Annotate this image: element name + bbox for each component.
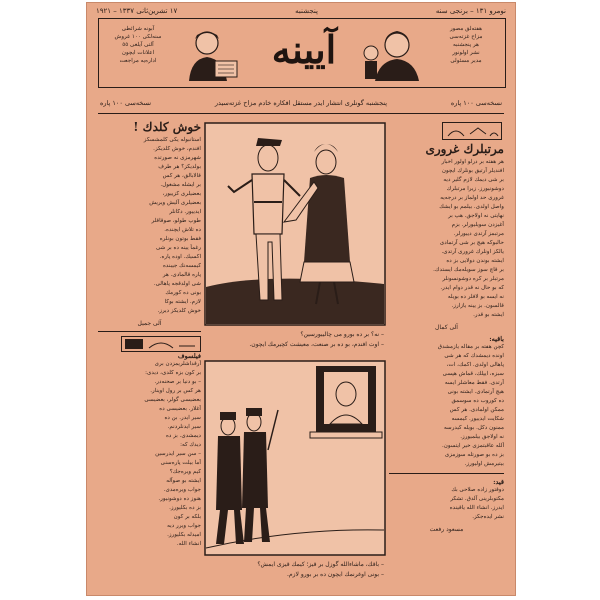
text-line: بعضیلری کزییور،	[162, 191, 201, 197]
newspaper-title: آیینه	[271, 26, 337, 72]
section-header-art	[442, 122, 502, 140]
text-line: آغلار. بعضیسی ده	[159, 406, 201, 412]
text-line: آرقداشلریمزدن بری	[154, 361, 201, 367]
text-line: دیدك که:	[180, 442, 201, 448]
slogan: پنجشنبه گونلری انتشار ایدر مستقل افکاره خادم مزاح غزته‌سیدر	[214, 98, 388, 107]
divider	[98, 331, 201, 332]
text-line: اکسیك. اوده پاره.	[159, 254, 201, 260]
text-line: – بو دنیا بر صحنه‌در.	[154, 379, 201, 385]
cartoon-top	[204, 122, 386, 326]
text-line: واصل اولدی. بیلمم بو ایشك	[439, 204, 504, 210]
text-line: فقط بوتون بونلره	[159, 236, 201, 242]
text-line: – سن سیر ایدرسین	[155, 451, 201, 457]
article-heading: مرتبلرك غروری	[425, 142, 504, 156]
subheader-bar	[98, 92, 504, 114]
cartoon-caption: – بونی اوغرنمك ایچون ده بر بورو لازم.	[286, 571, 384, 578]
text-line: شهرمزی نه صورتده	[154, 155, 201, 161]
text-line: کیم ویره‌جك؟	[169, 469, 201, 475]
text-line: که بو حال نه قدر دوام ایدر.	[440, 285, 504, 291]
dateline	[96, 6, 506, 16]
text-line: پاهالی اولدی. اكمك، ات،	[446, 362, 504, 368]
text-line: بعضیسی گولر، بعضیسی	[144, 397, 201, 403]
text-line: هر هفته بر درلو اولور اخبار	[441, 159, 504, 165]
cartoon-bottom	[204, 360, 386, 556]
text-line: نه اولاجق بیلمیورز.	[460, 434, 504, 440]
masthead	[98, 18, 506, 88]
text-line: جواب ویره‌مدی.	[163, 487, 201, 493]
text-line: ممكن اولمادی. هر كس	[449, 407, 504, 413]
text-line: هنوز ده دوشونیور.	[158, 496, 201, 502]
text-line: ایدرز. انشاء الله یاقینده	[449, 505, 504, 511]
publication-box	[431, 25, 501, 81]
text-line: بر ایشله مشغول.	[160, 182, 201, 188]
text-line: لازم. ایشته بوکا	[164, 299, 201, 305]
text-line: دوقتور زاده صلاحی بك	[451, 487, 504, 493]
text-line: آرتدی. فقط معاشلر ایسه	[444, 380, 504, 386]
article-body	[98, 360, 201, 549]
masthead-illustration-left	[177, 23, 247, 83]
text-line: جواب ویرر دیه	[167, 523, 201, 529]
text-line: حالبوکه هیچ بر شی آرتمادی	[439, 240, 504, 246]
text-line: افندم، خوش کلدیکز.	[153, 146, 201, 152]
issue-right: نومرو ١٣۱ – برنجی سنه	[435, 7, 506, 15]
text-line: طوپ طولو، صوقاقلر	[151, 218, 201, 224]
publication-line: هر پنجشنبه	[452, 42, 480, 48]
text-line: انشاء الله.	[176, 541, 201, 547]
text-line: ایشته بو صوآله	[166, 478, 201, 484]
text-line: پاره قالمادی. هر	[162, 272, 201, 278]
text-line: قالسون. بز یینه یازارز.	[451, 303, 504, 309]
date-left: ١٧ تشرين‌ثانی ١٣٣٧ – ١٩٢١	[96, 7, 178, 15]
day-center: پنجشنبه	[295, 7, 318, 15]
text-line: مكتوبلرینی آلدق. تشكر	[450, 496, 504, 502]
publication-line: نشر اولونور	[452, 50, 480, 56]
text-line: ده تلاش ایچنده.	[164, 227, 201, 233]
section-subheading: قید:	[493, 478, 504, 486]
subscription-line: اداره‌یه مراجعت	[119, 58, 157, 64]
text-line: قالابالق، هر كس	[162, 173, 201, 179]
publication-line: هفته‌لق مصور	[449, 26, 483, 32]
article-heading: خوش کلدك !	[133, 120, 201, 134]
article-body	[389, 486, 504, 522]
text-line: شكایت ایدییور. کیمسه	[451, 416, 504, 422]
text-line: مرتبلر بر کره دوشونسونلر	[442, 276, 504, 282]
subscription-line: سنه‌لکی ١٠٠ غروش	[114, 34, 162, 40]
text-line: شی اولدقجه پاهالی.	[153, 281, 201, 287]
price-left: نسخه‌سی ١٠٠ پاره	[100, 98, 152, 107]
text-line: بیتیرمش اولیورز.	[464, 461, 504, 467]
subscription-line: اعلانات ایچون	[121, 50, 155, 56]
text-line: بز ده بو صورتله سوزمزی	[444, 452, 504, 458]
text-line: بونی ده کورمك	[165, 290, 201, 296]
text-line: ده كوروب ده سوسمق	[451, 398, 504, 404]
text-line: مرتبمز آرتدی دییورلر.	[453, 231, 504, 237]
text-line: بر شی دیمك لازم گلیر دیه	[443, 177, 504, 183]
text-line: ایدییور. دکانلر	[169, 209, 201, 215]
text-line: نشر ایده‌جكز.	[472, 514, 504, 520]
masthead-illustration-right	[357, 23, 427, 83]
text-line: بر قاچ سوز سویله‌مك ایستدك.	[433, 267, 504, 273]
cartoon-caption: – نه؟ بر ده بورو می چالییورسین؟	[300, 331, 384, 338]
text-line: ایشته بوندن دولایی بز ده	[446, 258, 504, 264]
publication-line: مدیر مسئولی	[450, 58, 482, 64]
cartoon-caption: – اوت افندم، بو ده بر صنعت، معیشت کچیرمك ایچون.	[249, 341, 384, 348]
author-signature: مسعود رفعت	[429, 526, 464, 533]
subscription-line: آبونه شرائطی	[121, 26, 155, 32]
text-line: هیچ آرتمادی. ایشته بونی	[447, 389, 504, 395]
newspaper-page	[86, 2, 516, 596]
subscription-box	[103, 25, 173, 81]
text-line: افندیلر آرتیق بونلرك ایچون	[441, 168, 504, 174]
text-line: آما بیلت پاره‌سنی	[160, 460, 201, 466]
text-line: امیدله بکلیورز.	[167, 532, 201, 538]
text-line: اونده دیمشدك که هر شی	[444, 353, 504, 359]
subscription-line: آلتی آیلغی ٥٥	[122, 42, 154, 48]
text-line: خوش کلدیکز دیرز.	[157, 308, 201, 314]
text-line: كچن هفته بر مقاله یازمشدق	[437, 344, 504, 350]
text-line: بلکه بر کون	[173, 514, 201, 520]
middle-column	[204, 120, 386, 590]
right-column	[389, 120, 504, 590]
text-line: بر كون بزه كلدی، دیدی:	[145, 370, 201, 376]
article-body	[389, 158, 504, 320]
text-line: سیر ایدر. بن ده	[164, 415, 201, 421]
left-column	[98, 120, 201, 590]
section-subheading: فیلسوف	[177, 352, 201, 360]
price-right: نسخه‌سی ١٠٠ پاره	[450, 98, 502, 107]
section-subheading: باقیه:	[489, 335, 504, 343]
text-line: آلله عاقبتمزی خیر ایتسون.	[441, 443, 504, 449]
text-line: نهایتی نه اولاجق. هپ بر	[448, 213, 504, 219]
text-line: آغیزدن سویلیورلر. بزم	[451, 222, 504, 228]
text-line: دوشونیورز. زیرا مرتبلرك	[446, 186, 504, 192]
section-header-art	[121, 336, 201, 352]
cartoon-caption: – باقك، ماشاءالله گوزل بر قیز؛ کیمك قیزی ایمش؟	[257, 561, 384, 568]
text-line: یالکز اونلرك غروری آرتدی.	[441, 249, 504, 255]
text-line: کیمسه‌نك جیبنده	[162, 263, 201, 269]
text-line: بعضیلری آلیش ویریش	[149, 200, 201, 206]
text-line: بولدیکز؟ هر طرف	[158, 164, 201, 170]
text-line: غروری حد اولماز بر درجه‌یه	[440, 195, 504, 201]
text-line: ممنون دكل. بویله كیدرسه	[444, 425, 504, 431]
text-line: سیر ایدنلردنم.	[167, 424, 201, 430]
author-signature: آلی جمیل	[137, 320, 162, 327]
text-line: ایشته بو قدر.	[473, 312, 504, 318]
text-line: دیمشدی. بز ده	[166, 433, 201, 439]
text-line: سبزه، ایپلك، قماش هپسی	[442, 371, 504, 377]
text-line: نه ایسه بو لافلر ده بویله	[447, 294, 504, 300]
article-body	[98, 136, 201, 316]
text-line: استانبوله یکی کلمشسکز	[143, 137, 201, 143]
author-signature: آلی کمال	[435, 324, 458, 331]
divider	[389, 473, 504, 474]
publication-line: مزاح غزته‌سی	[449, 34, 483, 40]
article-body	[389, 343, 504, 469]
text-line: رغماً یینه ده بر شی	[155, 245, 201, 251]
text-line: بز ده بکلیورز.	[169, 505, 201, 511]
text-line: هر كس بر رول اوینار.	[150, 388, 201, 394]
